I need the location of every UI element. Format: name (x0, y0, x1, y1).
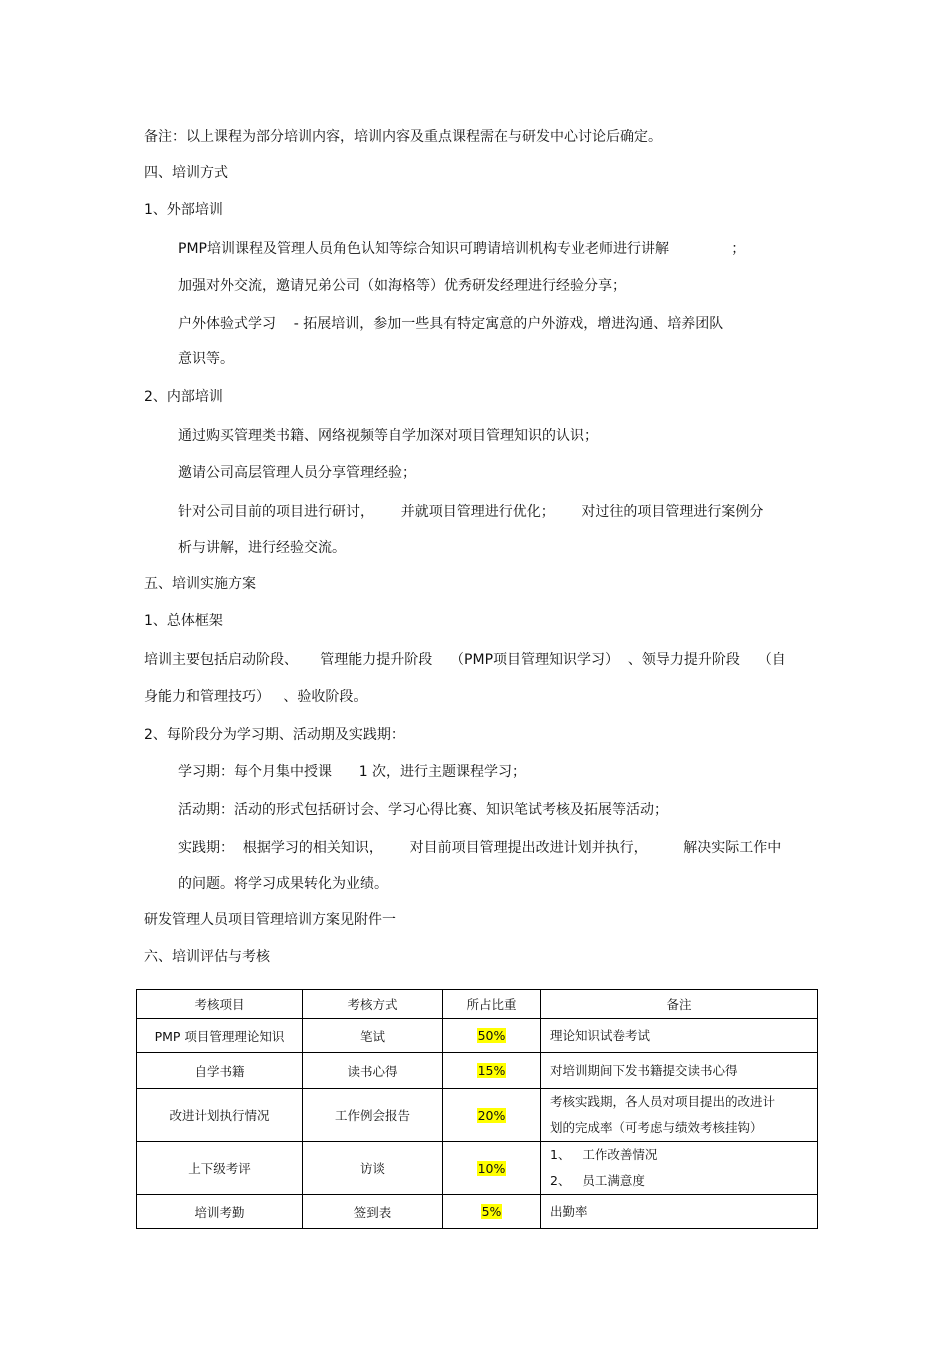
header-notes: 备注 (541, 990, 818, 1019)
cell-notes (541, 1053, 818, 1089)
paragraph-line: 2、每阶段分为学习期、活动期及实践期： (144, 727, 405, 743)
paragraph-line: 2、内部培训 (144, 389, 223, 405)
cell-item: 培训考勤 (137, 1195, 303, 1229)
cell-item: 自学书籍 (137, 1053, 303, 1089)
weight-highlight: 10% (477, 1160, 506, 1176)
cell-weight (443, 1142, 541, 1195)
paragraph-line: 1、外部培训 (144, 202, 223, 218)
cell-method: 笔试 (303, 1019, 443, 1053)
note-line: 对培训期间下发书籍提交读书心得 (550, 1062, 738, 1078)
cell-method: 读书心得 (303, 1053, 443, 1089)
paragraph-line: 通过购买管理类书籍、网络视频等自学加深对项目管理知识的认识； (178, 428, 598, 444)
cell-notes (541, 1195, 818, 1229)
paragraph-line: 六、培训评估与考核 (144, 949, 270, 965)
weight-highlight: 5% (481, 1204, 502, 1219)
paragraph-line: 学习期：每个月集中授课 1 次，进行主题课程学习； (178, 764, 527, 780)
note-line: 划的完成率（可考虑与绩效考核挂钩） (550, 1120, 763, 1135)
cell-notes (541, 1089, 818, 1142)
paragraph-line: 实践期： 根据学习的相关知识， 对目前项目管理提出改进计划并执行， 解决实际工作中 (178, 840, 782, 856)
paragraph-line: 1、总体框架 (144, 613, 223, 629)
weight-highlight: 20% (477, 1107, 506, 1123)
paragraph-line: 户外体验式学习 - 拓展培训，参加一些具有特定寓意的户外游戏，增进沟通、培养团队 (178, 316, 724, 332)
cell-weight (443, 1019, 541, 1053)
paragraph-line: 培训主要包括启动阶段、 管理能力提升阶段 （PMP项目管理知识学习） 、领导力提升阶段 （自 (144, 652, 786, 668)
paragraph-line: 四、培训方式 (144, 165, 228, 181)
paragraph-line: 五、培训实施方案 (144, 576, 256, 592)
paragraph-line: 身能力和管理技巧） 、验收阶段。 (144, 689, 368, 705)
header-weight: 所占比重 (443, 990, 541, 1019)
weight-highlight: 50% (477, 1028, 506, 1043)
table-row (137, 1195, 818, 1229)
cell-notes (541, 1142, 818, 1195)
note-line: 理论知识试卷考试 (550, 1027, 651, 1043)
table-row (137, 1053, 818, 1089)
paragraph-line: 加强对外交流，邀请兄弟公司（如海格等）优秀研发经理进行经验分享； (178, 278, 626, 294)
paragraph-line: 针对公司目前的项目进行研讨， 并就项目管理进行优化； 对过往的项目管理进行案例分 (178, 504, 764, 520)
paragraph-line: 备注：以上课程为部分培训内容，培训内容及重点课程需在与研发中心讨论后确定。 (144, 129, 662, 145)
table-header-row (137, 990, 818, 1019)
cell-item: PMP 项目管理理论知识 (137, 1019, 303, 1053)
header-item: 考核项目 (137, 990, 303, 1019)
note-line: 考核实践期，各人员对项目提出的改进计 (550, 1094, 776, 1109)
cell-item: 改进计划执行情况 (137, 1089, 303, 1142)
note-line: 2、 员工满意度 (550, 1173, 645, 1188)
paragraph-line: 的问题。将学习成果转化为业绩。 (178, 876, 388, 892)
cell-weight (443, 1053, 541, 1089)
cell-item: 上下级考评 (137, 1142, 303, 1195)
cell-weight (443, 1195, 541, 1229)
note-line: 1、 工作改善情况 (550, 1147, 658, 1162)
paragraph-line: PMP培训课程及管理人员角色认知等综合知识可聘请培训机构专业老师进行讲解 ； (178, 241, 746, 257)
header-method: 考核方式 (303, 990, 443, 1019)
table-row (137, 1142, 818, 1195)
note-line: 出勤率 (550, 1203, 588, 1219)
table-row (137, 1089, 818, 1142)
cell-weight (443, 1089, 541, 1142)
cell-method: 访谈 (303, 1142, 443, 1195)
paragraph-line: 研发管理人员项目管理培训方案见附件一 (144, 912, 396, 928)
weight-highlight: 15% (477, 1063, 506, 1078)
assessment-table (136, 989, 818, 1229)
paragraph-line: 意识等。 (178, 351, 234, 367)
cell-method: 工作例会报告 (303, 1089, 443, 1142)
table-row (137, 1019, 818, 1053)
paragraph-line: 析与讲解，进行经验交流。 (178, 540, 346, 556)
cell-notes (541, 1019, 818, 1053)
cell-method: 签到表 (303, 1195, 443, 1229)
paragraph-line: 活动期：活动的形式包括研讨会、学习心得比赛、知识笔试考核及拓展等活动； (178, 802, 668, 818)
paragraph-line: 邀请公司高层管理人员分享管理经验； (178, 465, 416, 481)
